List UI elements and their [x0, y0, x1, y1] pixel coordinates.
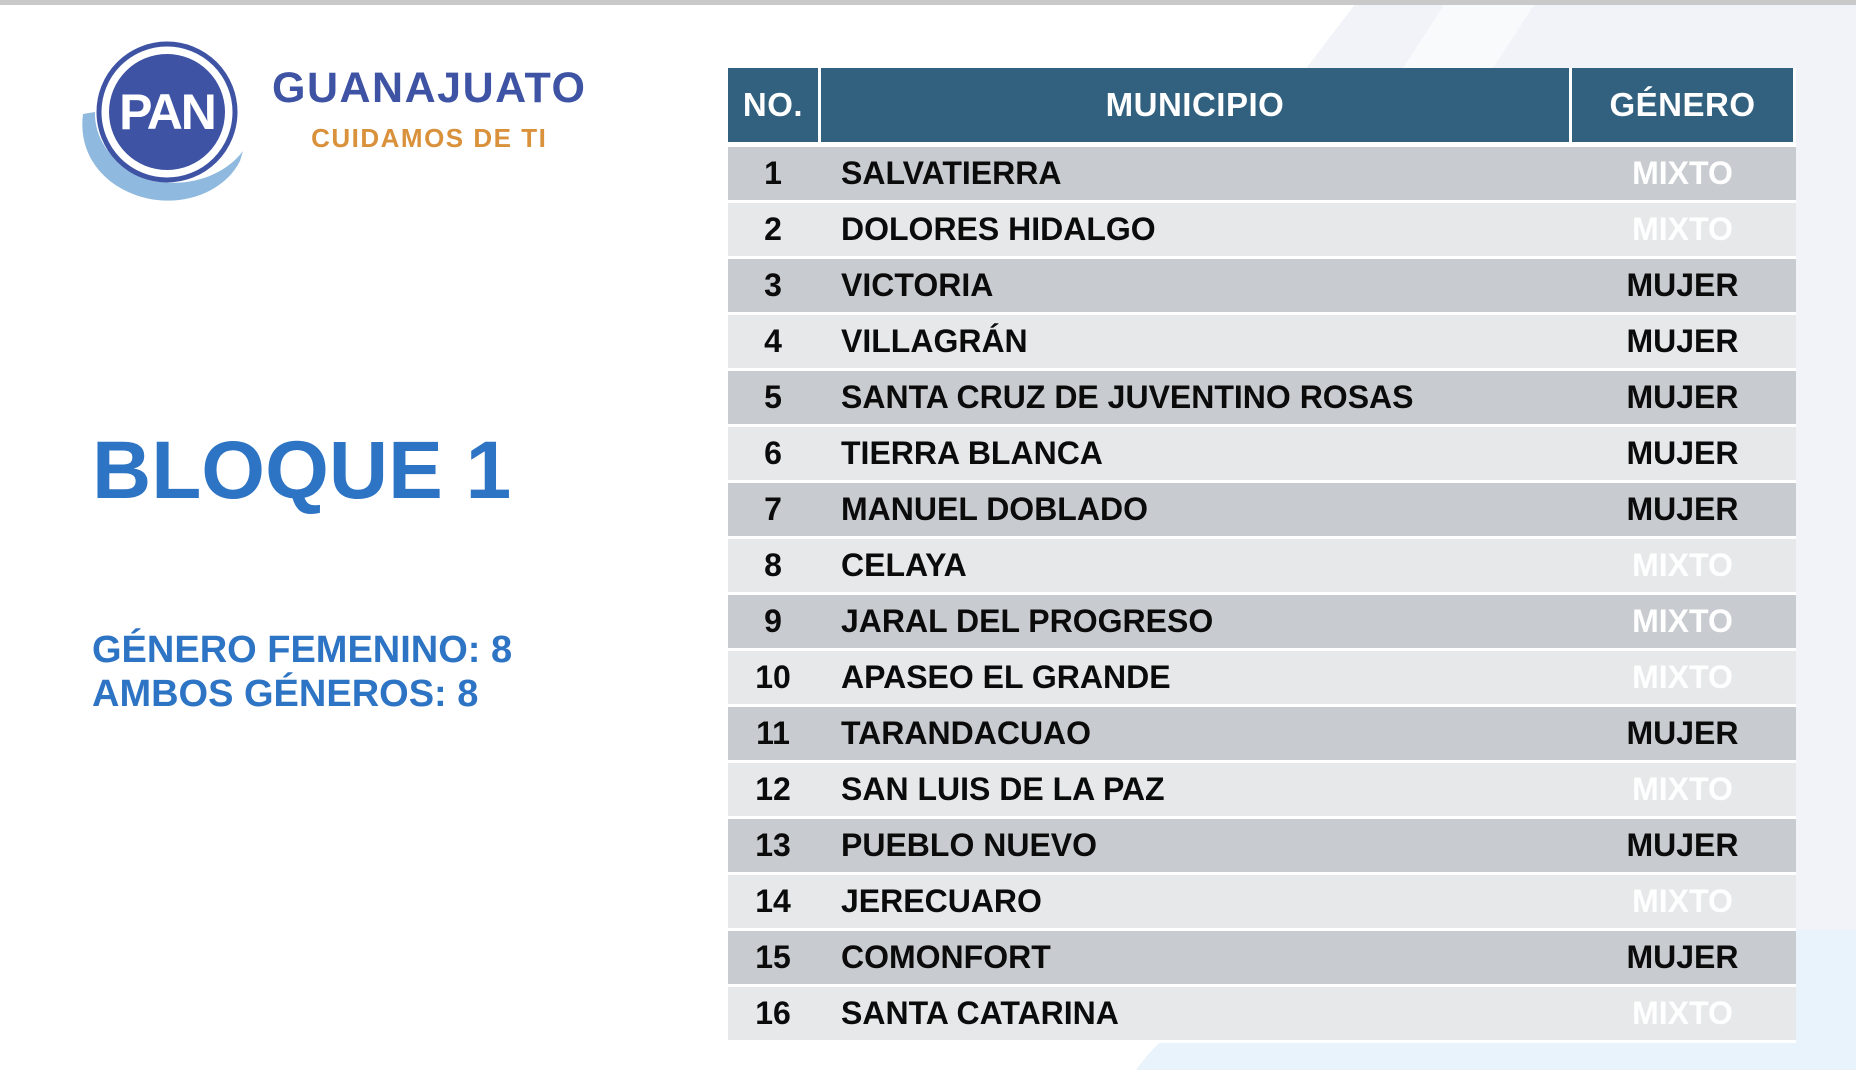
table-row [728, 763, 1796, 816]
logo-text: PAN [119, 84, 215, 140]
cell-no: 13 [755, 827, 791, 863]
cell-no: 16 [755, 995, 791, 1031]
cell-no: 8 [764, 547, 782, 583]
cell-municipio: SALVATIERRA [841, 155, 1062, 191]
cell-no: 14 [755, 883, 791, 919]
cell-municipio: MANUEL DOBLADO [841, 491, 1148, 527]
cell-genero: MIXTO [1632, 211, 1733, 247]
cell-municipio: APASEO EL GRANDE [841, 659, 1171, 695]
brand-region: GUANAJUATO [272, 64, 587, 112]
table-body [728, 147, 1796, 1040]
cell-no: 3 [764, 267, 782, 303]
cell-municipio: VILLAGRÁN [841, 323, 1028, 359]
cell-no: 12 [755, 771, 791, 807]
cell-municipio: COMONFORT [841, 939, 1051, 975]
cell-genero: MIXTO [1632, 547, 1733, 583]
column-header-no: NO. [728, 68, 818, 142]
table-row [728, 707, 1796, 760]
table-row [728, 203, 1796, 256]
table-row [728, 819, 1796, 872]
block-title: BLOQUE 1 [92, 425, 512, 516]
table-row [728, 651, 1796, 704]
table-row [728, 147, 1796, 200]
table-row [728, 987, 1796, 1040]
cell-genero: MIXTO [1632, 771, 1733, 807]
window-top-edge [0, 0, 1856, 5]
cell-municipio: TIERRA BLANCA [841, 435, 1103, 471]
cell-no: 7 [764, 491, 782, 527]
table-row [728, 931, 1796, 984]
brand-header [75, 32, 257, 213]
table-row [728, 427, 1796, 480]
cell-genero: MUJER [1626, 491, 1739, 527]
cell-municipio: VICTORIA [841, 267, 994, 303]
cell-municipio: DOLORES HIDALGO [841, 211, 1156, 247]
stat-ambos-generos: AMBOS GÉNEROS: 8 [92, 673, 479, 716]
cell-genero: MIXTO [1632, 883, 1733, 919]
cell-no: 2 [764, 211, 782, 247]
table-row [728, 875, 1796, 928]
cell-municipio: PUEBLO NUEVO [841, 827, 1098, 863]
cell-municipio: SANTA CATARINA [841, 995, 1119, 1031]
brand-words [272, 64, 586, 154]
cell-genero: MUJER [1626, 267, 1739, 303]
cell-genero: MUJER [1626, 715, 1739, 751]
table-row [728, 259, 1796, 312]
table-row [728, 483, 1796, 536]
cell-genero: MIXTO [1632, 155, 1733, 191]
table-header-row [728, 68, 1796, 142]
cell-no: 11 [756, 715, 790, 751]
column-header-genero: GÉNERO [1572, 68, 1793, 142]
brand-tagline: CUIDAMOS DE TI [311, 123, 548, 153]
column-header-municipio: MUNICIPIO [821, 68, 1569, 142]
table-row [728, 371, 1796, 424]
table-row [728, 315, 1796, 368]
cell-no: 1 [764, 155, 782, 191]
cell-no: 9 [764, 603, 782, 639]
table-row [728, 595, 1796, 648]
cell-municipio: CELAYA [841, 547, 967, 583]
table-row [728, 539, 1796, 592]
cell-no: 6 [764, 435, 782, 471]
pan-logo-icon [75, 32, 257, 208]
cell-municipio: JERECUARO [841, 883, 1042, 919]
stat-genero-femenino: GÉNERO FEMENINO: 8 [92, 629, 513, 671]
cell-no: 5 [764, 379, 782, 415]
cell-municipio: SAN LUIS DE LA PAZ [841, 771, 1165, 807]
cell-genero: MIXTO [1632, 603, 1733, 639]
cell-genero: MUJER [1626, 379, 1739, 415]
cell-genero: MUJER [1626, 827, 1739, 863]
cell-municipio: TARANDACUAO [841, 715, 1092, 751]
cell-genero: MIXTO [1632, 659, 1733, 695]
cell-genero: MUJER [1626, 435, 1739, 471]
cell-genero: MUJER [1626, 323, 1739, 359]
cell-municipio: SANTA CRUZ DE JUVENTINO ROSAS [841, 379, 1414, 415]
cell-no: 15 [755, 939, 791, 975]
cell-municipio: JARAL DEL PROGRESO [841, 603, 1214, 639]
cell-genero: MIXTO [1632, 995, 1733, 1031]
cell-no: 4 [764, 323, 782, 359]
cell-genero: MUJER [1626, 939, 1739, 975]
municipios-table [728, 68, 1796, 1043]
cell-no: 10 [755, 659, 791, 695]
block-stats [92, 628, 512, 717]
